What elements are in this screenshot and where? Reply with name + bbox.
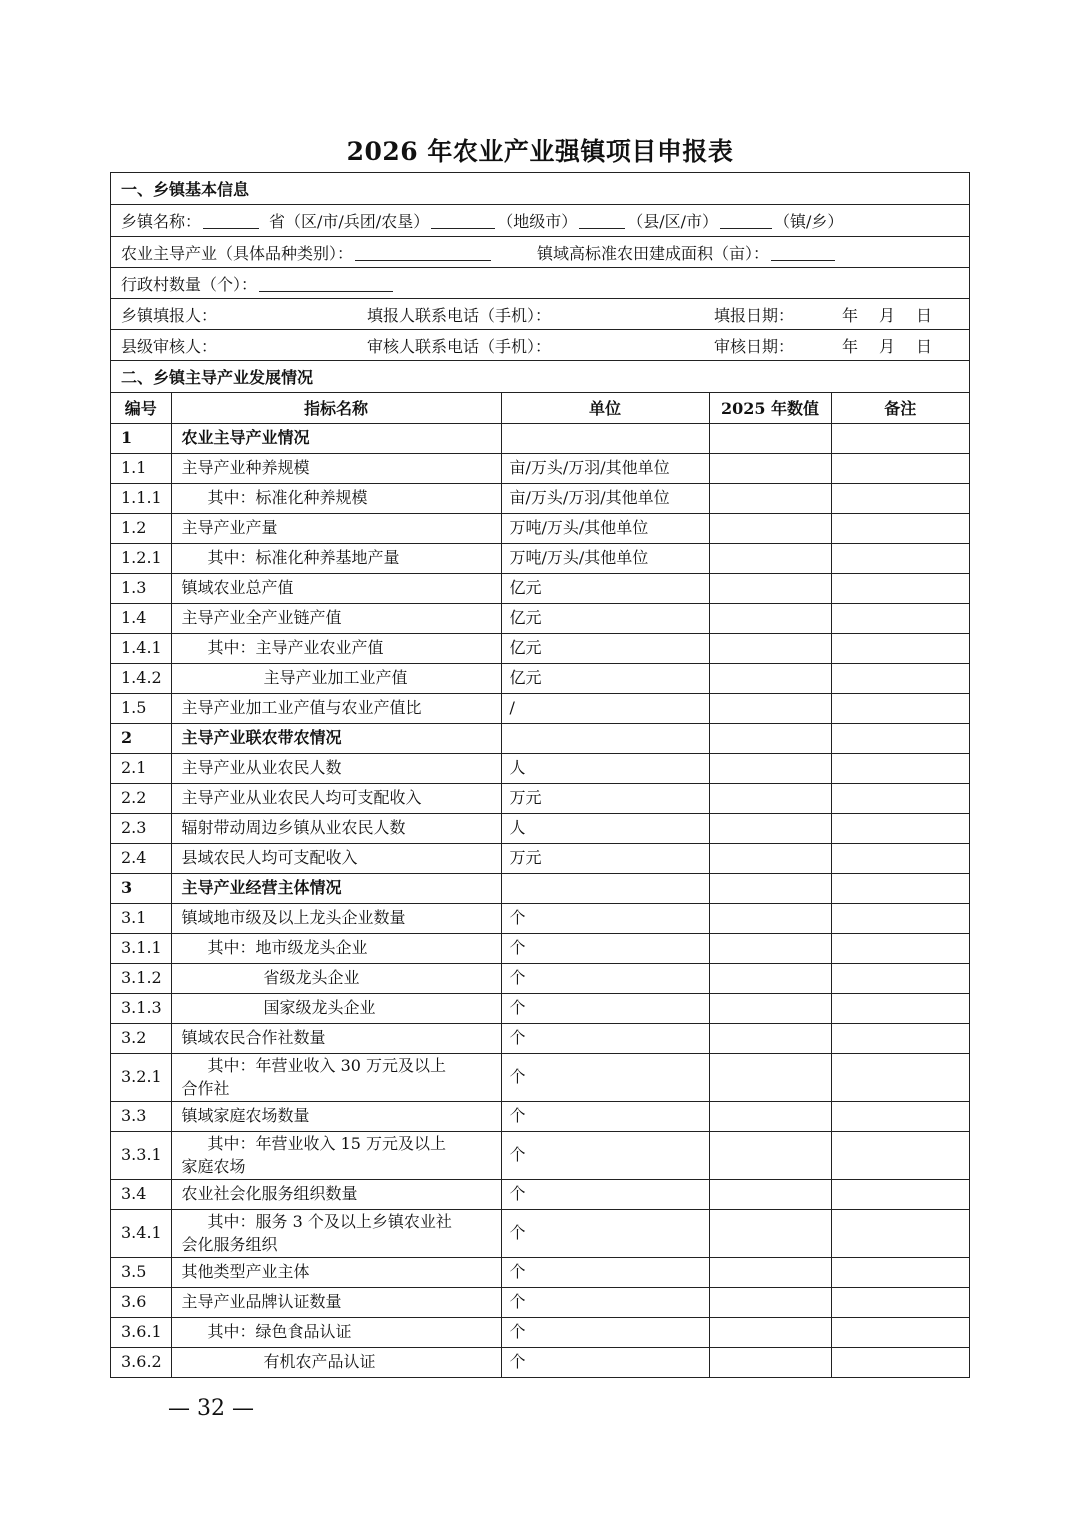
value-2025-cell[interactable] xyxy=(709,453,831,483)
row-number: 3.5 xyxy=(111,1257,171,1287)
unit-cell: 个 xyxy=(501,1209,709,1257)
table-row xyxy=(111,633,969,663)
table-row xyxy=(111,993,969,1023)
unit-cell: 个 xyxy=(501,1347,709,1377)
remark-cell[interactable] xyxy=(831,1209,969,1257)
unit-cell: 个 xyxy=(501,1131,709,1179)
remark-cell[interactable] xyxy=(831,543,969,573)
unit-cell: 人 xyxy=(501,813,709,843)
unit-cell: 个 xyxy=(501,903,709,933)
value-2025-cell[interactable] xyxy=(709,993,831,1023)
remark-cell[interactable] xyxy=(831,1101,969,1131)
page-title: 2026 年农业产业强镇项目申报表 xyxy=(346,137,734,166)
remark-cell[interactable] xyxy=(831,483,969,513)
application-form xyxy=(110,172,970,1378)
value-2025-cell[interactable] xyxy=(709,843,831,873)
value-2025-cell[interactable] xyxy=(709,1347,831,1377)
row-number: 3.3 xyxy=(111,1101,171,1131)
remark-cell[interactable] xyxy=(831,423,969,453)
remark-cell[interactable] xyxy=(831,453,969,483)
value-2025-cell[interactable] xyxy=(709,783,831,813)
remark-cell[interactable] xyxy=(831,1317,969,1347)
row-number: 1.3 xyxy=(111,573,171,603)
row-number: 3.1.2 xyxy=(111,963,171,993)
indicator-name: 镇域农业总产值 xyxy=(171,573,501,603)
city-blank[interactable] xyxy=(431,212,495,229)
indicator-name: 镇域地市级及以上龙头企业数量 xyxy=(171,903,501,933)
value-2025-cell[interactable] xyxy=(709,1053,831,1101)
unit-cell xyxy=(501,423,709,453)
row-number: 3 xyxy=(111,873,171,903)
remark-cell[interactable] xyxy=(831,513,969,543)
indicator-name: 其中：主导产业农业产值 xyxy=(171,633,501,663)
remark-cell[interactable] xyxy=(831,783,969,813)
remark-cell[interactable] xyxy=(831,843,969,873)
table-row xyxy=(111,1287,969,1317)
row-number: 3.6.1 xyxy=(111,1317,171,1347)
value-2025-cell[interactable] xyxy=(709,813,831,843)
county-blank[interactable] xyxy=(579,212,625,229)
reviewer-row: 县级审核人： 审核人联系电话（手机）： 审核日期： 年 月 日 xyxy=(111,330,969,361)
remark-cell[interactable] xyxy=(831,813,969,843)
indicator-name xyxy=(171,1053,501,1101)
col-header-remark: 备注 xyxy=(831,393,969,423)
remark-cell[interactable] xyxy=(831,993,969,1023)
indicator-name: 主导产业经营主体情况 xyxy=(171,873,501,903)
table-row xyxy=(111,1257,969,1287)
row-number: 1.2 xyxy=(111,513,171,543)
row-number: 1 xyxy=(111,423,171,453)
village-count-row: 行政村数量（个）： xyxy=(111,268,969,299)
farmland-area-blank[interactable] xyxy=(771,244,835,261)
remark-cell[interactable] xyxy=(831,1023,969,1053)
indicator-name: 镇域农民合作社数量 xyxy=(171,1023,501,1053)
table-row xyxy=(111,843,969,873)
table-row xyxy=(111,1209,969,1257)
value-2025-cell[interactable] xyxy=(709,1257,831,1287)
table-body xyxy=(111,423,969,1377)
table-row xyxy=(111,1179,969,1209)
indicator-name: 农业社会化服务组织数量 xyxy=(171,1179,501,1209)
unit-cell: 亿元 xyxy=(501,663,709,693)
row-number: 1.4 xyxy=(111,603,171,633)
indicator-name xyxy=(171,1131,501,1179)
indicator-name: 有机农产品认证 xyxy=(171,1347,501,1377)
row-number: 3.2 xyxy=(111,1023,171,1053)
row-number: 3.3.1 xyxy=(111,1131,171,1179)
indicator-name: 主导产业品牌认证数量 xyxy=(171,1287,501,1317)
indicator-name-line2: 家庭农场 xyxy=(181,1157,246,1176)
table-row xyxy=(111,963,969,993)
indicator-name: 主导产业加工业产值与农业产值比 xyxy=(171,693,501,723)
remark-cell[interactable] xyxy=(831,873,969,903)
unit-cell: 个 xyxy=(501,1101,709,1131)
remark-cell[interactable] xyxy=(831,663,969,693)
indicator-name: 省级龙头企业 xyxy=(171,963,501,993)
remark-cell[interactable] xyxy=(831,963,969,993)
row-number: 3.4 xyxy=(111,1179,171,1209)
row-number: 2.2 xyxy=(111,783,171,813)
value-2025-cell[interactable] xyxy=(709,963,831,993)
row-number: 1.1 xyxy=(111,453,171,483)
unit-cell: 人 xyxy=(501,753,709,783)
value-2025-cell[interactable] xyxy=(709,1179,831,1209)
row-number: 2.3 xyxy=(111,813,171,843)
indicator-name: 主导产业从业农民人均可支配收入 xyxy=(171,783,501,813)
indicator-name: 国家级龙头企业 xyxy=(171,993,501,1023)
table-row xyxy=(111,1023,969,1053)
unit-cell: 亿元 xyxy=(501,633,709,663)
value-2025-cell[interactable] xyxy=(709,1131,831,1179)
indicator-name-line1: 其中：服务 3 个及以上乡镇农业社 xyxy=(207,1212,452,1231)
table-row xyxy=(111,543,969,573)
page-number: — 32 — xyxy=(168,1396,254,1421)
township-name-row: 乡镇名称： 省（区/市/兵团/农垦） （地级市） （县/区/市） （镇/乡） xyxy=(111,205,969,237)
unit-cell: 万元 xyxy=(501,843,709,873)
row-number: 1.4.2 xyxy=(111,663,171,693)
value-2025-cell[interactable] xyxy=(709,573,831,603)
value-2025-cell[interactable] xyxy=(709,1287,831,1317)
unit-cell: 个 xyxy=(501,963,709,993)
remark-cell[interactable] xyxy=(831,633,969,663)
unit-cell: 亿元 xyxy=(501,573,709,603)
row-number: 3.1 xyxy=(111,903,171,933)
unit-cell: / xyxy=(501,693,709,723)
value-2025-cell[interactable] xyxy=(709,903,831,933)
indicator-name: 主导产业全产业链产值 xyxy=(171,603,501,633)
col-header-value: 2025 年数值 xyxy=(709,393,831,423)
indicator-name-line1: 其中：年营业收入 15 万元及以上 xyxy=(207,1134,447,1153)
row-number: 3.1.3 xyxy=(111,993,171,1023)
row-number: 2.4 xyxy=(111,843,171,873)
unit-cell xyxy=(501,873,709,903)
remark-cell[interactable] xyxy=(831,693,969,723)
value-2025-cell[interactable] xyxy=(709,1209,831,1257)
table-row xyxy=(111,603,969,633)
row-number: 3.2.1 xyxy=(111,1053,171,1101)
unit-cell: 万吨/万头/其他单位 xyxy=(501,543,709,573)
col-header-name: 指标名称 xyxy=(171,393,501,423)
village-count-blank[interactable] xyxy=(259,275,393,292)
row-number: 3.4.1 xyxy=(111,1209,171,1257)
unit-cell xyxy=(501,723,709,753)
value-2025-cell[interactable] xyxy=(709,723,831,753)
remark-cell[interactable] xyxy=(831,723,969,753)
value-2025-cell[interactable] xyxy=(709,483,831,513)
remark-cell[interactable] xyxy=(831,1053,969,1101)
indicator-name: 主导产业联农带农情况 xyxy=(171,723,501,753)
row-number: 2 xyxy=(111,723,171,753)
value-2025-cell[interactable] xyxy=(709,1023,831,1053)
remark-cell[interactable] xyxy=(831,1131,969,1179)
value-2025-cell[interactable] xyxy=(709,633,831,663)
row-number: 1.5 xyxy=(111,693,171,723)
unit-cell: 个 xyxy=(501,933,709,963)
unit-cell: 个 xyxy=(501,1317,709,1347)
col-header-unit: 单位 xyxy=(501,393,709,423)
indicator-name: 其中：绿色食品认证 xyxy=(171,1317,501,1347)
remark-cell[interactable] xyxy=(831,1257,969,1287)
unit-cell: 万吨/万头/其他单位 xyxy=(501,513,709,543)
value-2025-cell[interactable] xyxy=(709,513,831,543)
unit-cell: 个 xyxy=(501,993,709,1023)
indicator-name: 县域农民人均可支配收入 xyxy=(171,843,501,873)
row-number: 3.6.2 xyxy=(111,1347,171,1377)
indicator-name: 主导产业产量 xyxy=(171,513,501,543)
value-2025-cell[interactable] xyxy=(709,663,831,693)
indicator-name: 农业主导产业情况 xyxy=(171,423,501,453)
industry-blank[interactable] xyxy=(355,244,491,261)
indicator-name: 其中：标准化种养规模 xyxy=(171,483,501,513)
value-2025-cell[interactable] xyxy=(709,753,831,783)
value-2025-cell[interactable] xyxy=(709,693,831,723)
value-2025-cell[interactable] xyxy=(709,933,831,963)
remark-cell[interactable] xyxy=(831,903,969,933)
table-row xyxy=(111,783,969,813)
remark-cell[interactable] xyxy=(831,1287,969,1317)
unit-cell: 亩/万头/万羽/其他单位 xyxy=(501,483,709,513)
table-row xyxy=(111,513,969,543)
unit-cell: 个 xyxy=(501,1287,709,1317)
indicator-name-line2: 合作社 xyxy=(181,1079,230,1098)
indicator-name: 主导产业从业农民人数 xyxy=(171,753,501,783)
table-row xyxy=(111,723,969,753)
indicator-name: 主导产业种养规模 xyxy=(171,453,501,483)
value-2025-cell[interactable] xyxy=(709,1101,831,1131)
indicator-name xyxy=(171,1209,501,1257)
table-row xyxy=(111,1101,969,1131)
unit-cell: 个 xyxy=(501,1053,709,1101)
table-header-row xyxy=(111,393,969,423)
col-header-no: 编号 xyxy=(111,393,171,423)
value-2025-cell[interactable] xyxy=(709,543,831,573)
unit-cell: 个 xyxy=(501,1179,709,1209)
table-row xyxy=(111,1053,969,1101)
indicator-name-line1: 其中：年营业收入 30 万元及以上 xyxy=(207,1056,447,1075)
value-2025-cell[interactable] xyxy=(709,423,831,453)
unit-cell: 个 xyxy=(501,1023,709,1053)
section1-heading: 一、乡镇基本信息 xyxy=(111,173,969,205)
table-row xyxy=(111,813,969,843)
value-2025-cell[interactable] xyxy=(709,1317,831,1347)
unit-cell: 万元 xyxy=(501,783,709,813)
industry-row: 农业主导产业（具体品种类别）： 镇域高标准农田建成面积（亩）： xyxy=(111,237,969,268)
remark-cell[interactable] xyxy=(831,933,969,963)
indicator-name: 其中：地市级龙头企业 xyxy=(171,933,501,963)
indicator-name: 镇域家庭农场数量 xyxy=(171,1101,501,1131)
remark-cell[interactable] xyxy=(831,1179,969,1209)
table-row xyxy=(111,933,969,963)
table-row xyxy=(111,483,969,513)
table-row xyxy=(111,423,969,453)
remark-cell[interactable] xyxy=(831,1347,969,1377)
row-number: 2.1 xyxy=(111,753,171,783)
indicator-name: 主导产业加工业产值 xyxy=(171,663,501,693)
table-row xyxy=(111,663,969,693)
unit-cell: 亩/万头/万羽/其他单位 xyxy=(501,453,709,483)
value-2025-cell[interactable] xyxy=(709,603,831,633)
row-number: 1.2.1 xyxy=(111,543,171,573)
table-row xyxy=(111,1347,969,1377)
table-row xyxy=(111,873,969,903)
table-row xyxy=(111,693,969,723)
table-row xyxy=(111,453,969,483)
table-row xyxy=(111,1317,969,1347)
indicator-name-line2: 会化服务组织 xyxy=(181,1235,278,1254)
table-row xyxy=(111,903,969,933)
unit-cell: 个 xyxy=(501,1257,709,1287)
filler-row: 乡镇填报人： 填报人联系电话（手机）： 填报日期： 年 月 日 xyxy=(111,299,969,330)
remark-cell[interactable] xyxy=(831,573,969,603)
indicator-table xyxy=(111,393,969,1378)
value-2025-cell[interactable] xyxy=(709,873,831,903)
indicator-name: 其他类型产业主体 xyxy=(171,1257,501,1287)
province-blank[interactable] xyxy=(203,212,259,229)
town-blank[interactable] xyxy=(720,212,772,229)
table-row xyxy=(111,573,969,603)
indicator-name: 辐射带动周边乡镇从业农民人数 xyxy=(171,813,501,843)
unit-cell: 亿元 xyxy=(501,603,709,633)
table-row xyxy=(111,1131,969,1179)
remark-cell[interactable] xyxy=(831,753,969,783)
indicator-name: 其中：标准化种养基地产量 xyxy=(171,543,501,573)
remark-cell[interactable] xyxy=(831,603,969,633)
row-number: 1.4.1 xyxy=(111,633,171,663)
section2-heading: 二、乡镇主导产业发展情况 xyxy=(111,361,969,393)
row-number: 1.1.1 xyxy=(111,483,171,513)
row-number: 3.1.1 xyxy=(111,933,171,963)
table-row xyxy=(111,753,969,783)
row-number: 3.6 xyxy=(111,1287,171,1317)
